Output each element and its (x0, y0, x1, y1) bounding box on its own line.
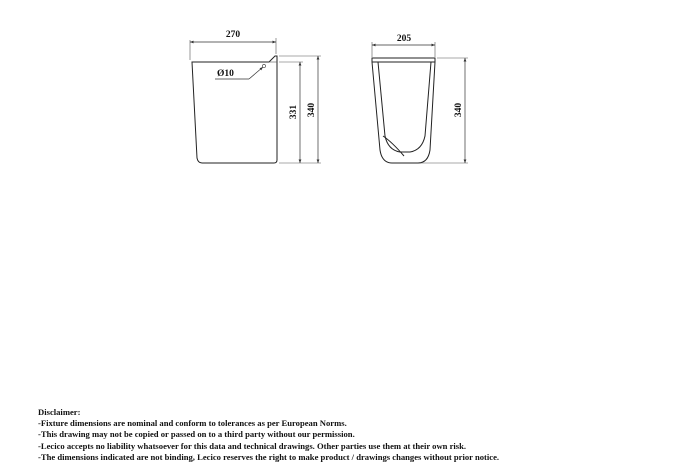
disclaimer-title: Disclaimer: (38, 407, 81, 417)
disclaimer-line: -Fixture dimensions are nominal and conform to tolerances as per European Norms. (38, 418, 347, 429)
disclaimer-line: -Lecico accepts no liability whatsoever for this data and technical drawings. Other parties use them at their own risk. (38, 440, 467, 451)
disclaimer-line: -The dimensions indicated are not binding, Lecico reserves the right to make product / drawings changes without prior notice. (38, 451, 500, 462)
front-view (190, 30, 321, 163)
side-width-label: 205 (396, 34, 412, 44)
disclaimer-block (38, 407, 678, 463)
hole-icon (262, 64, 265, 67)
side-height-label: 340 (454, 102, 464, 118)
front-view-outline (192, 56, 277, 163)
disclaimer-line: -This drawing may not be copied or passed on to a third party without our permission. (38, 429, 355, 440)
hole-label: Ø10 (217, 69, 234, 79)
front-outer-height-label: 340 (307, 102, 317, 118)
front-inner-height-label: 331 (289, 104, 299, 120)
side-view-outer-outline (372, 58, 435, 163)
front-width-label: 270 (225, 30, 241, 40)
side-view (372, 34, 468, 163)
hole-leader-diagonal (249, 67, 263, 79)
